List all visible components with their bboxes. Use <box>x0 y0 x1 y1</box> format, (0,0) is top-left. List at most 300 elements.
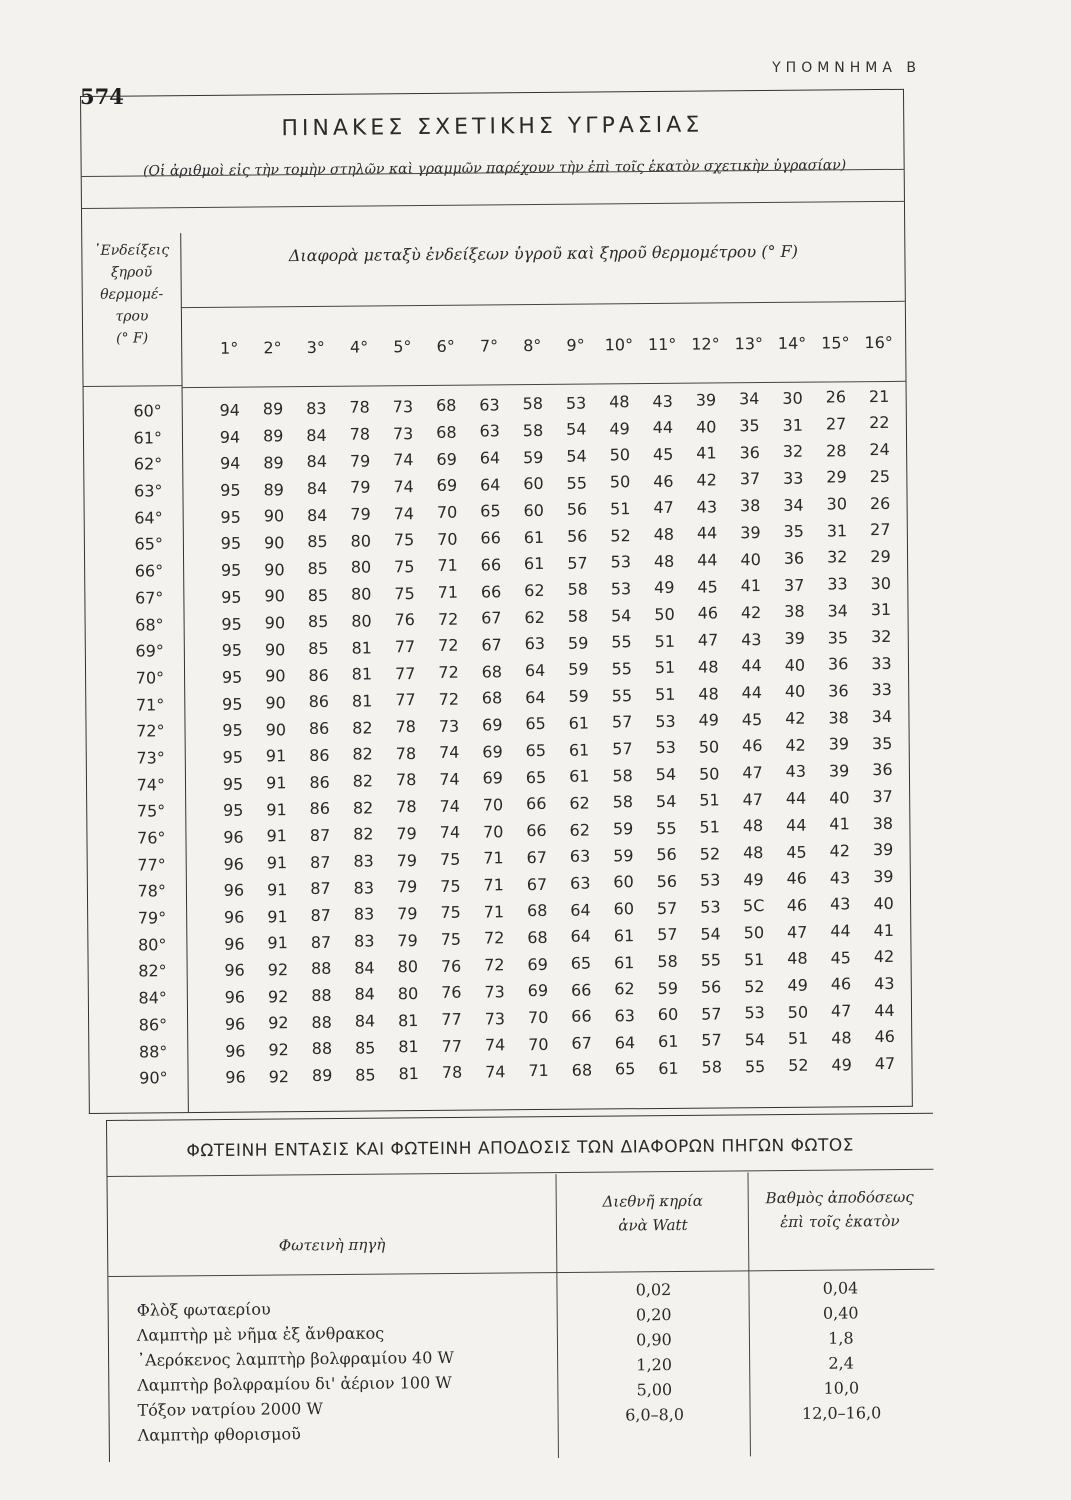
humidity-value: 51 <box>699 790 720 810</box>
light-table-title: ΦΩΤΕΙΝΗ ΕΝΤΑΣΙΣ ΚΑΙ ΦΩΤΕΙΝΗ ΑΠΟΔΟΣΙΣ ΤΩΝ ΔΙΑΦΟΡΩΝ ΠΗΓΩΝ ΦΩΤΟΣ <box>186 1135 855 1162</box>
humidity-value: 52 <box>699 844 721 864</box>
humidity-value: 51 <box>654 658 676 678</box>
humidity-value: 73 <box>438 716 460 736</box>
humidity-value: 92 <box>268 1040 289 1060</box>
difference-label: 14° <box>777 333 807 353</box>
humidity-value: 80 <box>350 584 372 604</box>
humidity-value: 40 <box>695 417 717 437</box>
humidity-value: 65 <box>525 714 546 734</box>
humidity-value: 95 <box>222 720 243 741</box>
humidity-value: 87 <box>309 825 331 845</box>
humidity-value: 92 <box>268 1013 289 1033</box>
humidity-value: 46 <box>830 974 852 994</box>
efficiency-values <box>750 1275 931 1427</box>
dry-temperature: 70° <box>135 668 165 688</box>
humidity-value: 44 <box>741 656 762 676</box>
humidity-value: 86 <box>308 692 330 712</box>
humidity-value: 95 <box>222 774 244 794</box>
candles-value: 1,20 <box>636 1355 673 1375</box>
humidity-value: 44 <box>830 921 851 941</box>
humidity-value: 58 <box>567 606 589 626</box>
dry-temperature: 72° <box>136 721 165 741</box>
humidity-value: 90 <box>264 559 285 579</box>
humidity-value: 74 <box>393 450 414 470</box>
humidity-value: 62 <box>614 979 635 999</box>
humidity-value: 59 <box>567 633 589 653</box>
efficiency-value: 0,40 <box>822 1303 859 1323</box>
humidity-value: 91 <box>266 799 287 820</box>
humidity-value: 57 <box>701 1030 722 1051</box>
running-head: ΥΠΟΜΝΗΜΑ Β <box>772 60 921 76</box>
humidity-value: 46 <box>874 1027 895 1047</box>
humidity-value: 91 <box>266 773 287 793</box>
humidity-value: 31 <box>782 415 804 435</box>
humidity-value: 90 <box>264 639 286 660</box>
humidity-value: 88 <box>311 985 332 1006</box>
humidity-value: 75 <box>394 583 415 603</box>
humidity-value: 30 <box>826 494 848 514</box>
humidity-value: 85 <box>308 638 329 659</box>
humidity-value: 51 <box>743 949 765 970</box>
humidity-value: 70 <box>528 1034 549 1054</box>
humidity-value: 54 <box>655 791 677 811</box>
humidity-value: 63 <box>524 634 546 654</box>
humidity-value: 95 <box>221 667 243 687</box>
rule <box>107 1169 933 1177</box>
difference-label: 9° <box>566 335 585 355</box>
humidity-value: 33 <box>827 574 848 594</box>
humidity-value: 84 <box>306 452 328 472</box>
source-column-header: Φωτεινὴ πηγὴ <box>278 1235 386 1255</box>
rule <box>182 381 906 388</box>
humidity-value: 96 <box>224 1014 246 1034</box>
humidity-value: 71 <box>483 875 504 895</box>
dry-header-line: ᾿Ενδείξεις <box>93 242 170 259</box>
humidity-value: 61 <box>568 740 590 760</box>
dry-temperature: 77° <box>137 854 166 875</box>
humidity-value: 78 <box>396 797 417 817</box>
humidity-value: 67 <box>481 608 502 628</box>
difference-label: 10° <box>604 335 634 355</box>
humidity-value: 62 <box>569 793 590 813</box>
humidity-value: 53 <box>610 579 632 599</box>
humidity-value: 43 <box>829 867 851 888</box>
humidity-value: 95 <box>222 694 243 714</box>
humidity-value: 51 <box>610 499 631 519</box>
humidity-value: 78 <box>395 717 416 737</box>
candles-value: 0,20 <box>635 1305 672 1325</box>
rule <box>107 1113 933 1121</box>
humidity-value: 65 <box>525 767 547 787</box>
humidity-value: 82 <box>352 718 373 738</box>
humidity-value: 91 <box>267 933 288 953</box>
humidity-value: 36 <box>783 548 805 568</box>
humidity-value: 84 <box>354 984 375 1005</box>
humidity-value: 89 <box>263 426 284 446</box>
humidity-value: 56 <box>656 871 678 891</box>
humidity-value: 46 <box>786 868 808 889</box>
humidity-value: 85 <box>354 1038 376 1058</box>
humidity-value: 48 <box>698 657 719 677</box>
humidity-value: 25 <box>869 466 891 486</box>
difference-label: 12° <box>691 334 720 354</box>
humidity-value: 73 <box>392 423 414 443</box>
humidity-value: 35 <box>783 521 804 542</box>
humidity-value: 50 <box>787 1002 809 1022</box>
candles-value: 0,02 <box>635 1280 672 1300</box>
humidity-value: 29 <box>826 467 847 487</box>
humidity-value: 57 <box>656 898 678 918</box>
humidity-value: 83 <box>353 878 375 898</box>
humidity-value: 64 <box>479 448 501 468</box>
humidity-value: 75 <box>394 557 415 577</box>
humidity-value: 32 <box>826 547 848 567</box>
humidity-value: 94 <box>219 400 241 420</box>
humidity-value: 85 <box>307 532 328 552</box>
humidity-value: 86 <box>309 745 330 765</box>
humidity-value: 61 <box>658 1031 679 1051</box>
difference-label: 1° <box>220 338 239 358</box>
humidity-value: 65 <box>525 741 547 761</box>
humidity-value: 50 <box>609 472 631 492</box>
humidity-value: 81 <box>397 1010 419 1030</box>
humidity-table-title: ΠΙΝΑΚΕΣ ΣΧΕΤΙΚΗΣ ΥΓΡΑΣΙΑΣ <box>281 112 704 142</box>
humidity-value: 74 <box>484 1035 506 1055</box>
humidity-value: 35 <box>827 627 849 647</box>
difference-label: 5° <box>393 337 412 357</box>
humidity-value: 54 <box>610 605 632 625</box>
humidity-value: 48 <box>609 392 630 412</box>
humidity-value: 78 <box>441 1063 463 1083</box>
humidity-value: 96 <box>223 880 245 901</box>
humidity-value: 72 <box>438 636 459 656</box>
humidity-value: 79 <box>349 451 371 471</box>
humidity-value: 44 <box>696 523 718 544</box>
humidity-value: 80 <box>351 611 372 631</box>
humidity-value: 44 <box>652 418 674 438</box>
efficiency-value: 1,8 <box>828 1328 854 1348</box>
humidity-value: 51 <box>654 684 676 705</box>
humidity-value: 34 <box>738 389 760 409</box>
humidity-value: 53 <box>655 738 676 758</box>
humidity-value: 34 <box>871 706 893 727</box>
rule <box>81 89 903 97</box>
humidity-value: 73 <box>392 396 414 417</box>
humidity-value: 58 <box>612 765 633 786</box>
humidity-value: 85 <box>307 612 329 632</box>
humidity-value: 26 <box>869 493 891 513</box>
dry-temperature: 75° <box>136 801 166 821</box>
humidity-value: 87 <box>310 905 332 925</box>
humidity-value: 96 <box>225 1041 246 1061</box>
humidity-value: 27 <box>825 414 847 434</box>
humidity-value: 48 <box>653 551 675 571</box>
humidity-value: 31 <box>870 600 892 620</box>
humidity-value: 36 <box>827 654 849 674</box>
humidity-value: 82 <box>353 824 374 845</box>
humidity-value: 61 <box>568 713 590 733</box>
humidity-value: 52 <box>610 525 631 545</box>
efficiency-header-line: ἐπὶ τοῖς ἑκατὸν <box>780 1212 900 1232</box>
humidity-value: 33 <box>871 680 892 700</box>
humidity-value: 54 <box>744 1029 766 1050</box>
humidity-value: 56 <box>700 977 722 997</box>
difference-label: 11° <box>647 334 677 355</box>
humidity-value: 52 <box>744 976 765 996</box>
humidity-value: 71 <box>437 582 459 602</box>
column-divider <box>180 233 189 1112</box>
humidity-value: 27 <box>870 520 891 540</box>
dry-header-line: ξηροῦ <box>110 264 153 281</box>
humidity-value: 59 <box>612 819 634 839</box>
humidity-value: 61 <box>613 926 635 946</box>
humidity-value: 58 <box>567 580 588 600</box>
humidity-value: 40 <box>740 549 761 569</box>
humidity-value: 53 <box>700 897 721 917</box>
humidity-value: 76 <box>394 610 416 630</box>
humidity-value: 74 <box>439 822 461 843</box>
source-item: Φλὸξ φωταερίου <box>136 1299 271 1320</box>
humidity-value: 30 <box>870 573 892 593</box>
humidity-value: 67 <box>526 847 548 867</box>
dry-temperature: 68° <box>135 614 164 635</box>
humidity-value: 83 <box>306 398 327 418</box>
dry-temperature: 63° <box>134 481 163 501</box>
humidity-value: 39 <box>872 840 894 860</box>
humidity-value: 95 <box>221 640 243 660</box>
humidity-value: 63 <box>479 421 500 441</box>
dry-header-line: θερμομέ- <box>100 286 164 303</box>
humidity-value: 80 <box>350 557 372 578</box>
humidity-value: 69 <box>482 741 503 762</box>
humidity-value: 60 <box>613 872 634 892</box>
humidity-value: 53 <box>744 1003 765 1023</box>
humidity-value: 71 <box>483 902 505 922</box>
source-item: Λαμπτὴρ φθορισμοῦ <box>137 1424 301 1445</box>
humidity-value: 60 <box>523 474 544 494</box>
humidity-value: 75 <box>393 530 415 550</box>
humidity-value: 41 <box>829 814 850 834</box>
humidity-value: 81 <box>398 1037 419 1057</box>
humidity-value: 86 <box>309 772 330 792</box>
humidity-value: 63 <box>479 395 500 415</box>
humidity-table <box>80 89 913 1114</box>
source-item: Τόξον νατρίου 2000 W <box>137 1399 323 1420</box>
humidity-value: 39 <box>695 390 717 410</box>
humidity-value: 51 <box>654 631 676 651</box>
humidity-value: 55 <box>611 685 633 706</box>
humidity-value: 96 <box>223 827 244 847</box>
humidity-value: 40 <box>829 787 850 808</box>
candles-value: 0,90 <box>636 1330 672 1350</box>
humidity-value: 74 <box>393 503 415 523</box>
humidity-value: 47 <box>742 789 764 809</box>
humidity-value: 39 <box>828 734 850 754</box>
humidity-value: 72 <box>483 928 505 948</box>
humidity-value: 90 <box>265 666 286 686</box>
humidity-value: 47 <box>653 498 674 518</box>
humidity-value: 35 <box>871 733 893 753</box>
difference-label: 16° <box>864 332 893 353</box>
humidity-value: 49 <box>787 975 808 995</box>
humidity-value: 64 <box>479 475 501 495</box>
humidity-value: 69 <box>436 449 457 469</box>
humidity-value: 66 <box>480 528 501 548</box>
humidity-value: 46 <box>697 603 719 624</box>
humidity-value: 32 <box>870 626 892 647</box>
humidity-value: 50 <box>698 764 720 784</box>
humidity-value: 70 <box>482 822 504 842</box>
difference-label: 2° <box>263 338 282 358</box>
humidity-value: 96 <box>225 1067 246 1087</box>
humidity-value: 45 <box>741 709 763 729</box>
humidity-value: 47 <box>697 630 719 650</box>
humidity-value: 95 <box>220 480 241 500</box>
humidity-value: 94 <box>219 427 241 447</box>
humidity-value: 50 <box>743 923 765 943</box>
humidity-value: 90 <box>265 719 287 740</box>
humidity-value: 63 <box>570 873 591 893</box>
humidity-value: 67 <box>526 874 548 894</box>
humidity-value: 58 <box>612 792 634 812</box>
humidity-value: 45 <box>786 842 807 862</box>
dry-temperature: 74° <box>136 774 166 795</box>
humidity-value: 57 <box>657 925 678 945</box>
humidity-value: 90 <box>263 506 285 526</box>
candles-header-line: Διεθνῆ κηρία <box>602 1191 703 1211</box>
humidity-value: 79 <box>350 477 371 498</box>
humidity-value: 53 <box>565 393 587 413</box>
dry-temperature: 64° <box>134 508 163 528</box>
humidity-value: 36 <box>872 760 893 780</box>
humidity-value: 91 <box>266 826 288 846</box>
humidity-value: 86 <box>309 799 331 819</box>
page-number: 574 <box>80 84 124 109</box>
efficiency-value: 2,4 <box>828 1353 854 1373</box>
humidity-value: 68 <box>481 661 503 682</box>
dry-temperature: 90° <box>139 1068 168 1088</box>
humidity-value: 69 <box>527 954 548 974</box>
humidity-value: 51 <box>699 817 720 837</box>
humidity-value: 95 <box>220 534 242 554</box>
humidity-value: 81 <box>351 638 372 658</box>
humidity-value: 67 <box>481 635 502 655</box>
humidity-value: 96 <box>224 934 245 954</box>
humidity-value: 95 <box>222 747 244 767</box>
humidity-value: 33 <box>871 653 892 673</box>
humidity-value: 73 <box>484 1008 506 1029</box>
humidity-value: 96 <box>223 907 245 927</box>
humidity-value: 81 <box>351 691 373 711</box>
humidity-value: 64 <box>570 900 591 920</box>
humidity-value: 29 <box>870 546 891 566</box>
humidity-value: 89 <box>262 399 284 419</box>
humidity-value: 87 <box>310 852 331 872</box>
dry-temperature: 67° <box>134 588 164 608</box>
humidity-value: 49 <box>609 418 630 439</box>
humidity-value: 66 <box>526 821 547 841</box>
humidity-value: 71 <box>483 848 504 868</box>
humidity-value: 57 <box>612 739 633 759</box>
humidity-value: 42 <box>829 841 851 861</box>
humidity-value: 36 <box>828 681 849 701</box>
humidity-value: 47 <box>786 922 808 942</box>
humidity-value: 45 <box>697 577 718 597</box>
humidity-value: 88 <box>311 1039 333 1059</box>
humidity-value: 48 <box>787 948 808 969</box>
humidity-value: 38 <box>872 813 894 833</box>
difference-label: 7° <box>479 336 499 356</box>
humidity-value: 72 <box>484 955 505 975</box>
humidity-value: 75 <box>440 929 462 949</box>
dry-temperature: 66° <box>134 561 164 581</box>
humidity-value: 63 <box>569 846 591 867</box>
humidity-value: 68 <box>526 901 548 921</box>
dry-temperature-column <box>92 401 178 1096</box>
dry-header-line: (° F) <box>116 330 149 347</box>
humidity-value: 86 <box>308 719 330 739</box>
humidity-value: 87 <box>310 879 331 899</box>
humidity-value: 5C <box>742 896 765 916</box>
difference-header: Διαφορὰ μεταξὺ ἐνδείξεων ὑγροῦ καὶ ξηροῦ θερμομέτρου (° F) <box>288 241 799 266</box>
humidity-value: 74 <box>485 1062 506 1082</box>
humidity-value: 49 <box>743 869 764 890</box>
difference-label: 15° <box>821 333 850 353</box>
humidity-value: 58 <box>701 1057 723 1077</box>
humidity-value: 95 <box>220 560 242 580</box>
efficiency-value: 12,0–16,0 <box>801 1403 882 1423</box>
humidity-value: 65 <box>480 501 501 521</box>
humidity-value: 88 <box>311 1012 332 1032</box>
humidity-value: 44 <box>786 815 807 835</box>
humidity-value: 84 <box>306 478 328 499</box>
humidity-value: 79 <box>396 823 417 844</box>
humidity-value: 82 <box>352 744 373 764</box>
humidity-value: 62 <box>569 820 591 840</box>
humidity-value: 56 <box>656 845 677 865</box>
humidity-value: 22 <box>869 413 890 433</box>
humidity-value: 79 <box>396 877 418 897</box>
humidity-value: 49 <box>654 578 675 598</box>
humidity-value: 33 <box>782 468 804 488</box>
humidity-value: 92 <box>268 1066 290 1087</box>
humidity-value: 62 <box>524 607 545 627</box>
humidity-value: 54 <box>566 446 587 466</box>
efficiency-header-line: Βαθμὸς ἀποδόσεως <box>765 1187 914 1208</box>
humidity-value: 28 <box>826 441 847 461</box>
humidity-value: 86 <box>308 665 329 685</box>
humidity-value: 85 <box>355 1065 376 1085</box>
humidity-value: 37 <box>739 469 761 489</box>
humidity-value: 60 <box>523 500 544 521</box>
humidity-value: 70 <box>482 795 504 815</box>
humidity-value: 47 <box>830 1001 852 1021</box>
humidity-value: 50 <box>654 604 675 625</box>
humidity-value: 90 <box>263 533 285 553</box>
humidity-value: 31 <box>826 521 848 541</box>
efficiency-column-header <box>750 1185 930 1235</box>
humidity-value: 61 <box>658 1058 679 1078</box>
humidity-value: 48 <box>698 683 719 704</box>
humidity-value: 90 <box>265 693 286 713</box>
humidity-value: 42 <box>873 947 895 967</box>
humidity-value: 55 <box>611 632 632 652</box>
humidity-value: 50 <box>609 445 631 465</box>
humidity-value: 70 <box>436 502 458 522</box>
humidity-value: 65 <box>570 953 592 973</box>
humidity-value: 41 <box>873 920 895 940</box>
humidity-value: 55 <box>744 1056 766 1076</box>
